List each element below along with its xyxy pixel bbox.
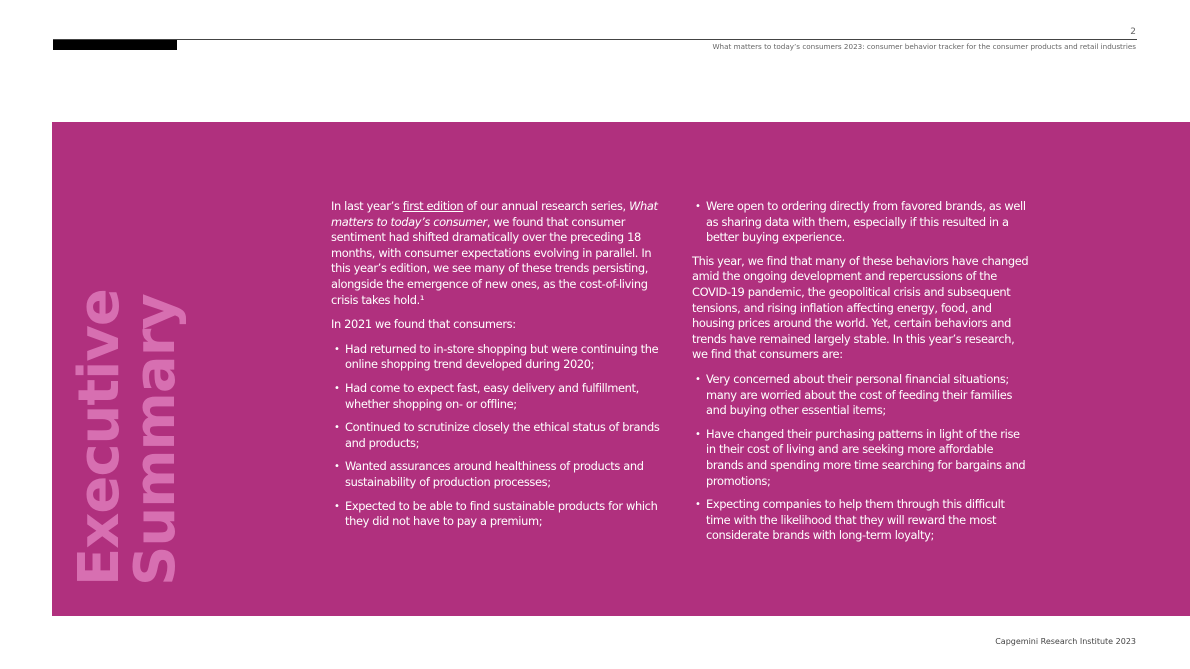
section-heading	[52, 122, 188, 586]
page-number: 2	[1130, 27, 1136, 37]
list-item: • Wanted assurances around healthiness of products and sustainability of production processes;	[331, 459, 667, 490]
footer-credit: Capgemini Research Institute 2023	[995, 637, 1136, 646]
list-item: • Continued to scrutinize closely the ethical status of brands and products;	[331, 420, 667, 451]
list-item: • Very concerned about their personal financial situations; many are worried about the cost of feeding their families and buying other essential items;	[692, 372, 1032, 419]
list-item: • Had come to expect fast, easy delivery and fulfillment, whether shopping on- or offline;	[331, 381, 667, 412]
this-year-paragraph: This year, we find that many of these behaviors have changed amid the ongoing development and repercussions of the COVID-19 pandemic, the geopolitical crisis and subsequent tensions, and rising inflation affecting energy, food, and housing prices around the world. Yet, certain behaviors and trends have remained largely stable. In this year’s research, we find that consumers are:	[692, 253, 1029, 362]
left-column	[331, 199, 667, 538]
intro-text-start: In last year’s	[331, 199, 403, 213]
list-item: • Expecting companies to help them through this difficult time with the likelihood that they will reward the most considerate brands with long-term loyalty;	[692, 497, 1032, 544]
intro-text-mid: of our annual research series,	[463, 199, 630, 213]
first-edition-link[interactable]: first edition	[402, 199, 464, 213]
findings-2021-list	[331, 342, 667, 530]
findings-lead: In 2021 we found that consumers:	[331, 317, 516, 332]
header-rule	[53, 39, 1137, 40]
list-item: • Expected to be able to find sustainable products for which they did not have to pay a premium;	[331, 499, 667, 530]
series-title: What matters to today’s consumer	[331, 199, 658, 229]
intro-text-end: , we found that consumer sentiment had shifted dramatically over the preceding 18 months, with consumer expectations evolving in parallel. In this year’s edition, we see many of these trends persisting, alongside the emergence of new ones, as the cost-of-living crisis takes hold.¹	[331, 214, 652, 307]
findings-2021-list-continued	[692, 199, 1032, 246]
executive-summary-panel	[52, 122, 1190, 616]
findings-2023-list	[692, 372, 1032, 544]
list-item: • Were open to ordering directly from favored brands, as well as sharing data with them, especially if this resulted in a better buying experience.	[692, 199, 1032, 246]
right-column	[692, 199, 1032, 552]
list-item: • Had returned to in-store shopping but were continuing the online shopping trend developed during 2020;	[331, 342, 667, 373]
list-item: • Have changed their purchasing patterns in light of the rise in their cost of living and are seeking more affordable brands and spending more time searching for bargains and promotions;	[692, 427, 1032, 489]
header-accent-bar	[53, 40, 177, 50]
intro-paragraph	[331, 199, 667, 308]
heading-word-executive: Executive	[67, 289, 132, 586]
report-title: What matters to today’s consumers 2023: consumer behavior tracker for the consumer products and retail industries	[712, 42, 1136, 51]
heading-word-summary: Summary	[123, 294, 188, 586]
